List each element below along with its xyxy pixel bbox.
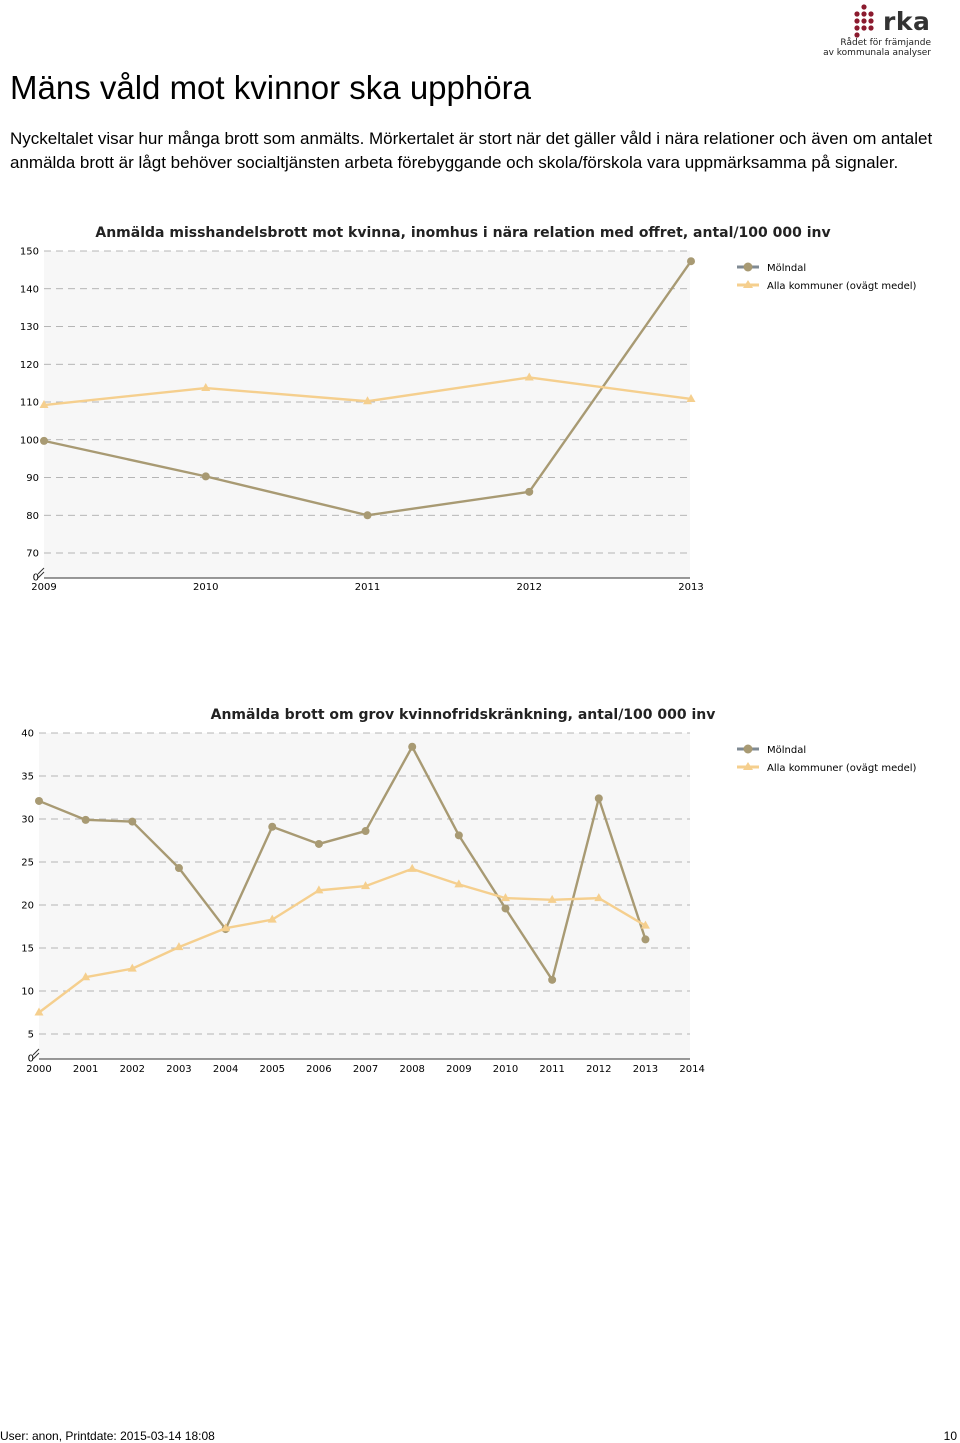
x-tick-label: 2011 bbox=[354, 582, 381, 593]
x-tick-label: 2006 bbox=[306, 1064, 332, 1075]
x-tick-label: 2010 bbox=[193, 582, 219, 593]
data-point bbox=[128, 818, 136, 826]
data-point bbox=[595, 794, 603, 802]
y-tick-label: 30 bbox=[21, 814, 34, 826]
footer-user-line: User: anon, Printdate: 2015-03-14 18:08 bbox=[0, 1429, 215, 1443]
y-tick-label: 35 bbox=[21, 771, 34, 783]
y-tick-label: 110 bbox=[19, 397, 39, 409]
x-tick-label: 2002 bbox=[119, 1064, 146, 1075]
data-point bbox=[641, 935, 649, 943]
logo-wordmark: rka bbox=[883, 7, 931, 36]
y-tick-label: 80 bbox=[26, 510, 39, 522]
logo-tagline-line-1: Rådet för främjande bbox=[840, 38, 931, 48]
legend-label: Alla kommuner (ovägt medel) bbox=[767, 281, 917, 292]
footer-page-number: 10 bbox=[943, 1429, 957, 1443]
x-tick-label: 2004 bbox=[212, 1064, 239, 1075]
legend-label: Alla kommuner (ovägt medel) bbox=[767, 763, 917, 774]
data-point bbox=[175, 864, 183, 872]
x-tick-label: 2013 bbox=[678, 582, 704, 593]
y-tick-label: 5 bbox=[27, 1029, 34, 1041]
data-point bbox=[362, 827, 370, 835]
x-tick-label: 2007 bbox=[352, 1064, 379, 1075]
y-tick-label: 25 bbox=[21, 857, 34, 869]
data-point bbox=[408, 743, 416, 751]
x-tick-label: 2010 bbox=[492, 1064, 519, 1075]
chart-title: Anmälda misshandelsbrott mot kvinna, inomhus i nära relation med offret, antal/100 000 inv bbox=[95, 225, 831, 241]
x-tick-label: 2012 bbox=[586, 1064, 612, 1075]
intro-text: Nyckeltalet visar hur många brott som anmälts. Mörkertalet är stort när det gäller våld i nära relationer och även om antalet anmälda brott är lågt behöver socialtjänsten arbeta förebyggande och skola/förskola vara uppmärksamma på signaler. bbox=[10, 129, 933, 172]
data-point bbox=[35, 797, 43, 805]
x-tick-label: 2014 bbox=[679, 1064, 705, 1075]
x-tick-label: 2001 bbox=[72, 1064, 99, 1075]
x-tick-label: 2009 bbox=[31, 582, 57, 593]
data-point bbox=[268, 823, 276, 831]
x-tick-label: 2012 bbox=[516, 582, 542, 593]
y-tick-label: 0 bbox=[32, 572, 39, 584]
plot-background bbox=[39, 733, 690, 1059]
y-tick-label: 90 bbox=[26, 473, 39, 484]
axis-break-mark bbox=[33, 1049, 39, 1059]
x-tick-label: 2013 bbox=[632, 1064, 659, 1075]
y-tick-label: 70 bbox=[26, 548, 39, 560]
y-tick-label: 150 bbox=[19, 246, 39, 258]
y-tick-label: 140 bbox=[19, 284, 39, 296]
x-tick-label: 2005 bbox=[259, 1064, 285, 1075]
y-tick-label: 120 bbox=[19, 359, 39, 371]
y-tick-label: 100 bbox=[19, 435, 39, 447]
x-tick-label: 2011 bbox=[539, 1064, 565, 1075]
y-tick-label: 0 bbox=[27, 1053, 34, 1065]
legend-marker bbox=[744, 745, 753, 754]
y-tick-label: 40 bbox=[21, 728, 34, 740]
y-tick-label: 130 bbox=[19, 322, 39, 333]
data-point bbox=[82, 816, 90, 824]
data-point bbox=[502, 904, 510, 912]
logo-tagline-line-2: av kommunala analyser bbox=[823, 48, 931, 58]
page-title: Mäns våld mot kvinnor ska upphöra bbox=[10, 69, 531, 106]
x-tick-label: 2008 bbox=[399, 1064, 425, 1075]
chart-title: Anmälda brott om grov kvinnofridskränkning, antal/100 000 inv bbox=[210, 707, 716, 723]
data-point bbox=[315, 840, 323, 848]
legend-label: Mölndal bbox=[767, 263, 807, 274]
y-tick-label: 10 bbox=[21, 986, 34, 998]
y-tick-label: 15 bbox=[21, 943, 34, 955]
data-point bbox=[455, 831, 463, 839]
x-tick-label: 2000 bbox=[26, 1064, 52, 1075]
data-point bbox=[548, 976, 556, 984]
y-tick-label: 20 bbox=[21, 900, 34, 912]
legend-label: Mölndal bbox=[767, 745, 807, 756]
x-tick-label: 2009 bbox=[446, 1064, 472, 1075]
x-tick-label: 2003 bbox=[166, 1064, 192, 1075]
